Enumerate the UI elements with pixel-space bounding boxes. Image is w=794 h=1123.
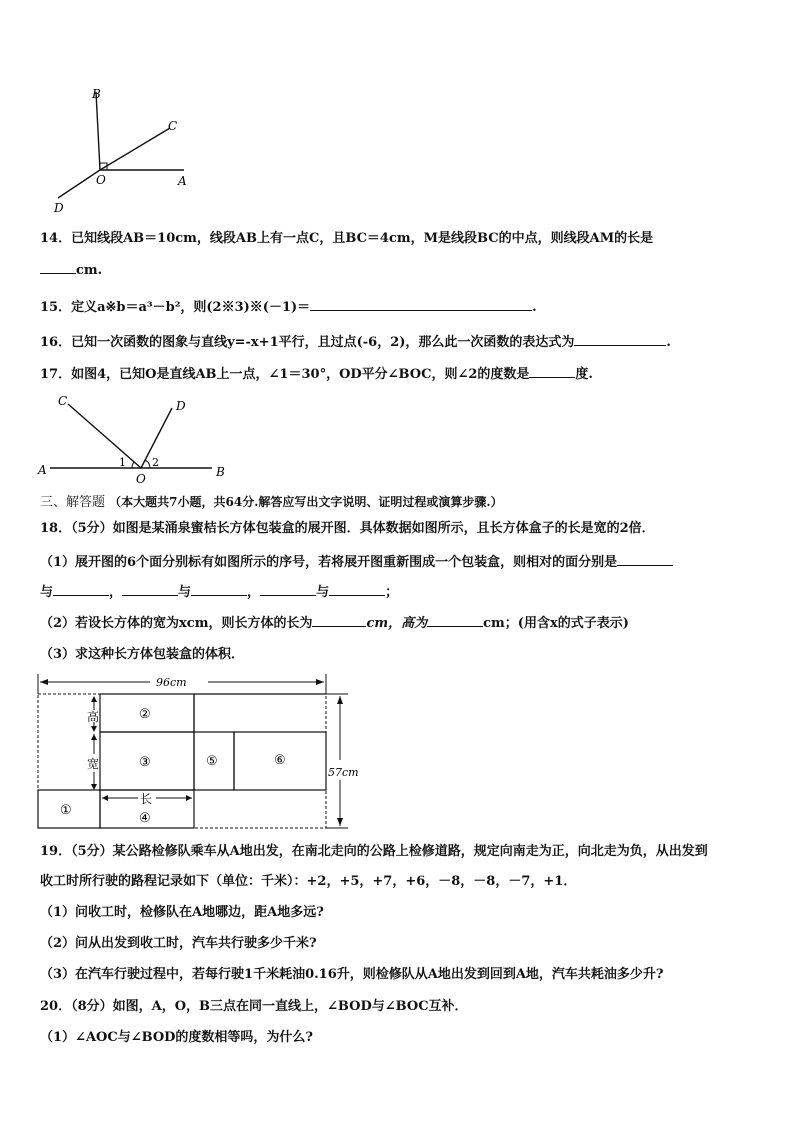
question-15 [40, 297, 754, 317]
q19-head2: 收工时所行驶的路程记录如下（单位：千米）：+2，+5，+7，+6，－8，－8，－7，+1． [40, 874, 577, 889]
question-18 [40, 520, 754, 538]
section-3-title [40, 493, 754, 512]
q14-unit: cm. [76, 263, 103, 278]
face-2: ② [139, 707, 151, 722]
q18-with-1: 与 [40, 585, 54, 600]
question-16 [40, 332, 754, 352]
q18-part2 [40, 613, 754, 633]
net-height-label: 57cm [328, 766, 359, 779]
label-A: A [178, 174, 187, 188]
q18-p1-text: （1）展开图的6个面分别标有如图所示的序号，若将展开图重新围成一个包装盒，则相对的面分别是 [40, 555, 618, 570]
net-gao-label: 高 [87, 710, 100, 724]
label-A: A [38, 463, 47, 477]
q19-p2-text: （2）问从出发到收工时，汽车共行驶多少千米? [40, 936, 317, 951]
question-17 [40, 364, 754, 384]
q18-p2-unit2: cm；(用含x的式子表示) [483, 616, 629, 631]
q18-p3-text: （3）求这种长方体包装盒的体积． [40, 647, 245, 662]
angle-figure-17 [34, 392, 234, 486]
angle-figure-top [50, 84, 200, 216]
q17-text: 17．如图4，已知O是直线AB上一点，∠1＝30°，OD平分∠BOC，则∠2的度数是 [40, 367, 530, 382]
q18-with-3: 与 [316, 585, 330, 600]
q19-p3-text: （3）在汽车行驶过程中，若每行驶1千米耗油0.16升，则检修队从A地出发到回到A地，汽车共耗油多少升? [40, 967, 664, 982]
net-kuan-label: 宽 [87, 757, 100, 771]
question-14-answer-line [40, 260, 754, 280]
question-19 [40, 843, 754, 861]
q18-end: ； [385, 585, 399, 600]
q18-p2-text: （2）若设长方体的宽为xcm，则长方体的长为 [40, 616, 313, 631]
q14-blank[interactable] [40, 260, 76, 274]
label-D: D [176, 399, 186, 413]
q15-text: 15．定义a※b＝a³－b²，则(2※3)※(－1)＝ [40, 300, 311, 315]
q18-blank-5[interactable] [260, 582, 316, 596]
q18-with-2: 与 [178, 585, 192, 600]
q20-part1 [40, 1029, 754, 1047]
box-net-figure [30, 668, 370, 834]
face-5: ⑤ [206, 754, 218, 769]
q19-head: 19．（5分）某公路检修队乘车从A地出发，在南北走向的公路上检修道路，规定向南走为正，向北走为负，从出发到 [40, 844, 708, 859]
q19-part3 [40, 966, 754, 984]
q18-blank-length[interactable] [312, 613, 366, 627]
q18-head: 18．（5分）如图是某涌泉蜜桔长方体包装盒的展开图．具体数据如图所示，且长方体盒子的长是宽的2倍． [40, 521, 655, 536]
net-chang-label: 长 [140, 792, 153, 806]
q17-end: 度. [575, 367, 593, 382]
q18-blank-3[interactable] [122, 582, 178, 596]
label-O: O [96, 173, 106, 187]
q18-part1-cont [40, 582, 754, 602]
q20-p1-text: （1）∠AOC与∠BOD的度数相等吗，为什么? [40, 1030, 314, 1045]
face-4: ④ [139, 811, 151, 826]
q18-blank-2[interactable] [53, 582, 109, 596]
label-1: 1 [119, 456, 126, 469]
q18-sep-2: ， [247, 585, 261, 600]
label-D: D [54, 201, 64, 215]
label-B: B [92, 87, 101, 101]
label-C: C [58, 394, 68, 408]
q20-head: 20．（8分）如图，A，O，B三点在同一直线上，∠BOD与∠BOC互补． [40, 999, 468, 1014]
q18-part1 [40, 552, 754, 572]
label-B: B [216, 465, 225, 479]
label-2: 2 [152, 456, 159, 469]
q19-part2 [40, 935, 754, 953]
q14-text: 14．已知线段AB＝10cm，线段AB上有一点C，且BC＝4cm，M是线段BC的中点，则线段AM的长是 [40, 231, 654, 246]
q18-p2-unit1: cm，高为 [366, 616, 428, 631]
q16-end: . [666, 335, 671, 350]
q16-blank[interactable] [574, 332, 666, 346]
label-C: C [168, 119, 178, 133]
q19-p1-text: （1）问收工时，检修队在A地哪边，距A地多远? [40, 905, 324, 920]
q18-blank-4[interactable] [191, 582, 247, 596]
net-width-label: 96cm [156, 676, 187, 689]
face-6: ⑥ [274, 753, 286, 768]
face-3: ③ [139, 755, 151, 770]
q15-end: . [532, 300, 537, 315]
q18-blank-1[interactable] [617, 552, 673, 566]
face-1: ① [60, 803, 72, 818]
question-20 [40, 998, 754, 1016]
section-3-desc: （本大题共7小题，共64分.解答应写出文字说明、证明过程或演算步骤.） [109, 495, 503, 509]
q18-part3 [40, 646, 754, 664]
q18-blank-6[interactable] [329, 582, 385, 596]
section-3-name: 三、解答题 [40, 495, 106, 510]
q18-sep-1: ， [109, 585, 123, 600]
question-14 [40, 230, 754, 248]
q18-blank-height[interactable] [427, 613, 483, 627]
q19-part1 [40, 904, 754, 922]
label-O: O [136, 472, 146, 486]
question-19-cont [40, 873, 754, 891]
q15-blank[interactable] [310, 297, 532, 311]
q17-blank[interactable] [529, 364, 575, 378]
q16-text: 16．已知一次函数的图象与直线y=-x+1平行，且过点(-6，2)，那么此一次函数的表达式为 [40, 335, 575, 350]
